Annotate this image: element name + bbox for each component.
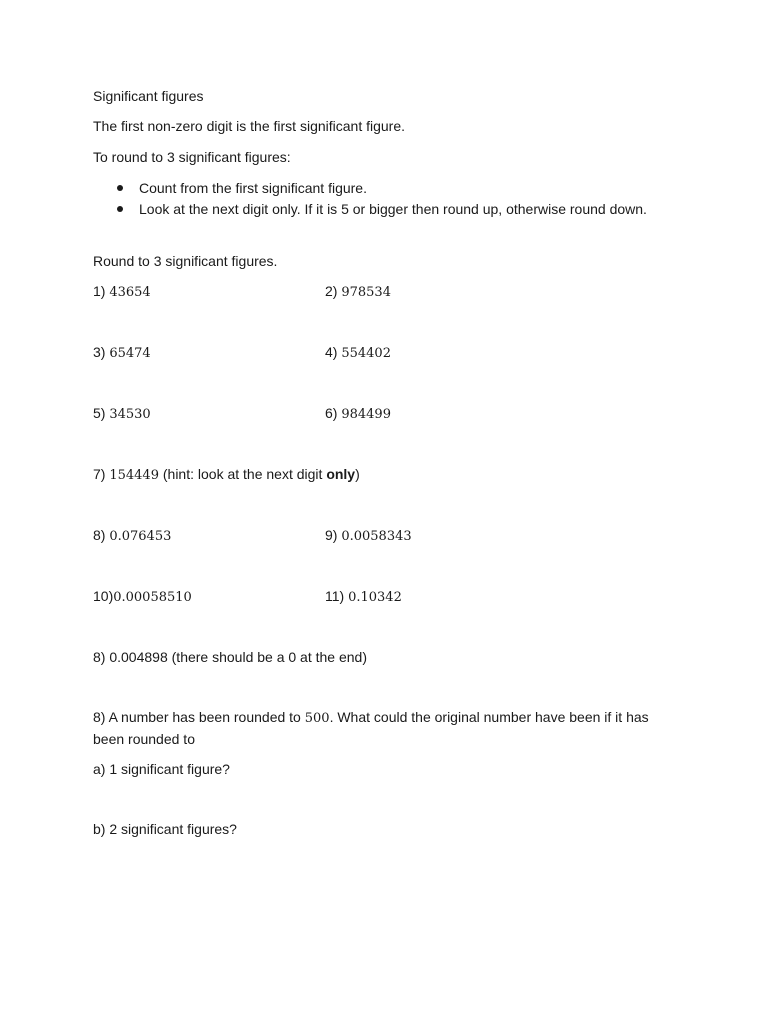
rule-item: Look at the next digit only. If it is 5 or bigger then round up, otherwise round down. [93, 199, 673, 220]
question-value: 43654 [109, 285, 151, 300]
question-value: 34530 [109, 407, 151, 422]
rules-list [93, 178, 673, 220]
question-1 [93, 281, 151, 303]
question-note: (there should be a 0 at the end) [171, 649, 367, 665]
question-value: 154449 [109, 468, 159, 483]
question-label: 3) [93, 344, 106, 360]
question-label: 1) [93, 283, 106, 299]
question-value: 984499 [341, 407, 391, 422]
problem-label: 8) [93, 709, 106, 725]
rule-item: Count from the first significant figure. [93, 178, 673, 199]
question-12 [93, 647, 367, 667]
question-label: 5) [93, 405, 106, 421]
question-8 [93, 525, 171, 547]
question-10 [93, 586, 192, 608]
part-b: b) 2 significant figures? [93, 821, 237, 837]
question-6 [325, 403, 391, 425]
question-7 [93, 464, 360, 486]
question-label: 11) [325, 588, 345, 604]
instruction-text: To round to 3 significant figures: [93, 149, 291, 165]
intro-text: The first non-zero digit is the first significant figure. [93, 118, 406, 134]
question-11 [325, 586, 402, 608]
question-label: 6) [325, 405, 338, 421]
task-text: Round to 3 significant figures. [93, 253, 278, 269]
question-value: 554402 [341, 346, 391, 361]
page-title: Significant figures [93, 88, 204, 104]
word-problem: 8) A number has been rounded to 500. What could the original number have been if it has been rounded to [93, 709, 649, 747]
part-a: a) 1 significant figure? [93, 761, 230, 777]
question-2 [325, 281, 391, 303]
question-label: 9) [325, 527, 338, 543]
question-value: 0.004898 [109, 649, 168, 665]
question-label: 8) [93, 649, 106, 665]
question-label: 4) [325, 344, 338, 360]
question-value: 0.10342 [348, 590, 402, 605]
question-3 [93, 342, 151, 364]
question-value: 0.00058510 [113, 590, 192, 605]
problem-value: 500 [304, 711, 330, 726]
question-value: 0.0058343 [341, 529, 412, 544]
question-value: 978534 [341, 285, 391, 300]
question-label: 7) [93, 466, 106, 482]
question-value: 65474 [109, 346, 151, 361]
hint-text: (hint: look at the next digit only) [162, 466, 360, 482]
question-label: 8) [93, 527, 106, 543]
question-4 [325, 342, 391, 364]
question-label: 10) [93, 588, 114, 604]
question-label: 2) [325, 283, 338, 299]
question-9 [325, 525, 412, 547]
question-5 [93, 403, 151, 425]
hint-emphasis: only [326, 466, 356, 482]
question-value: 0.076453 [109, 529, 172, 544]
